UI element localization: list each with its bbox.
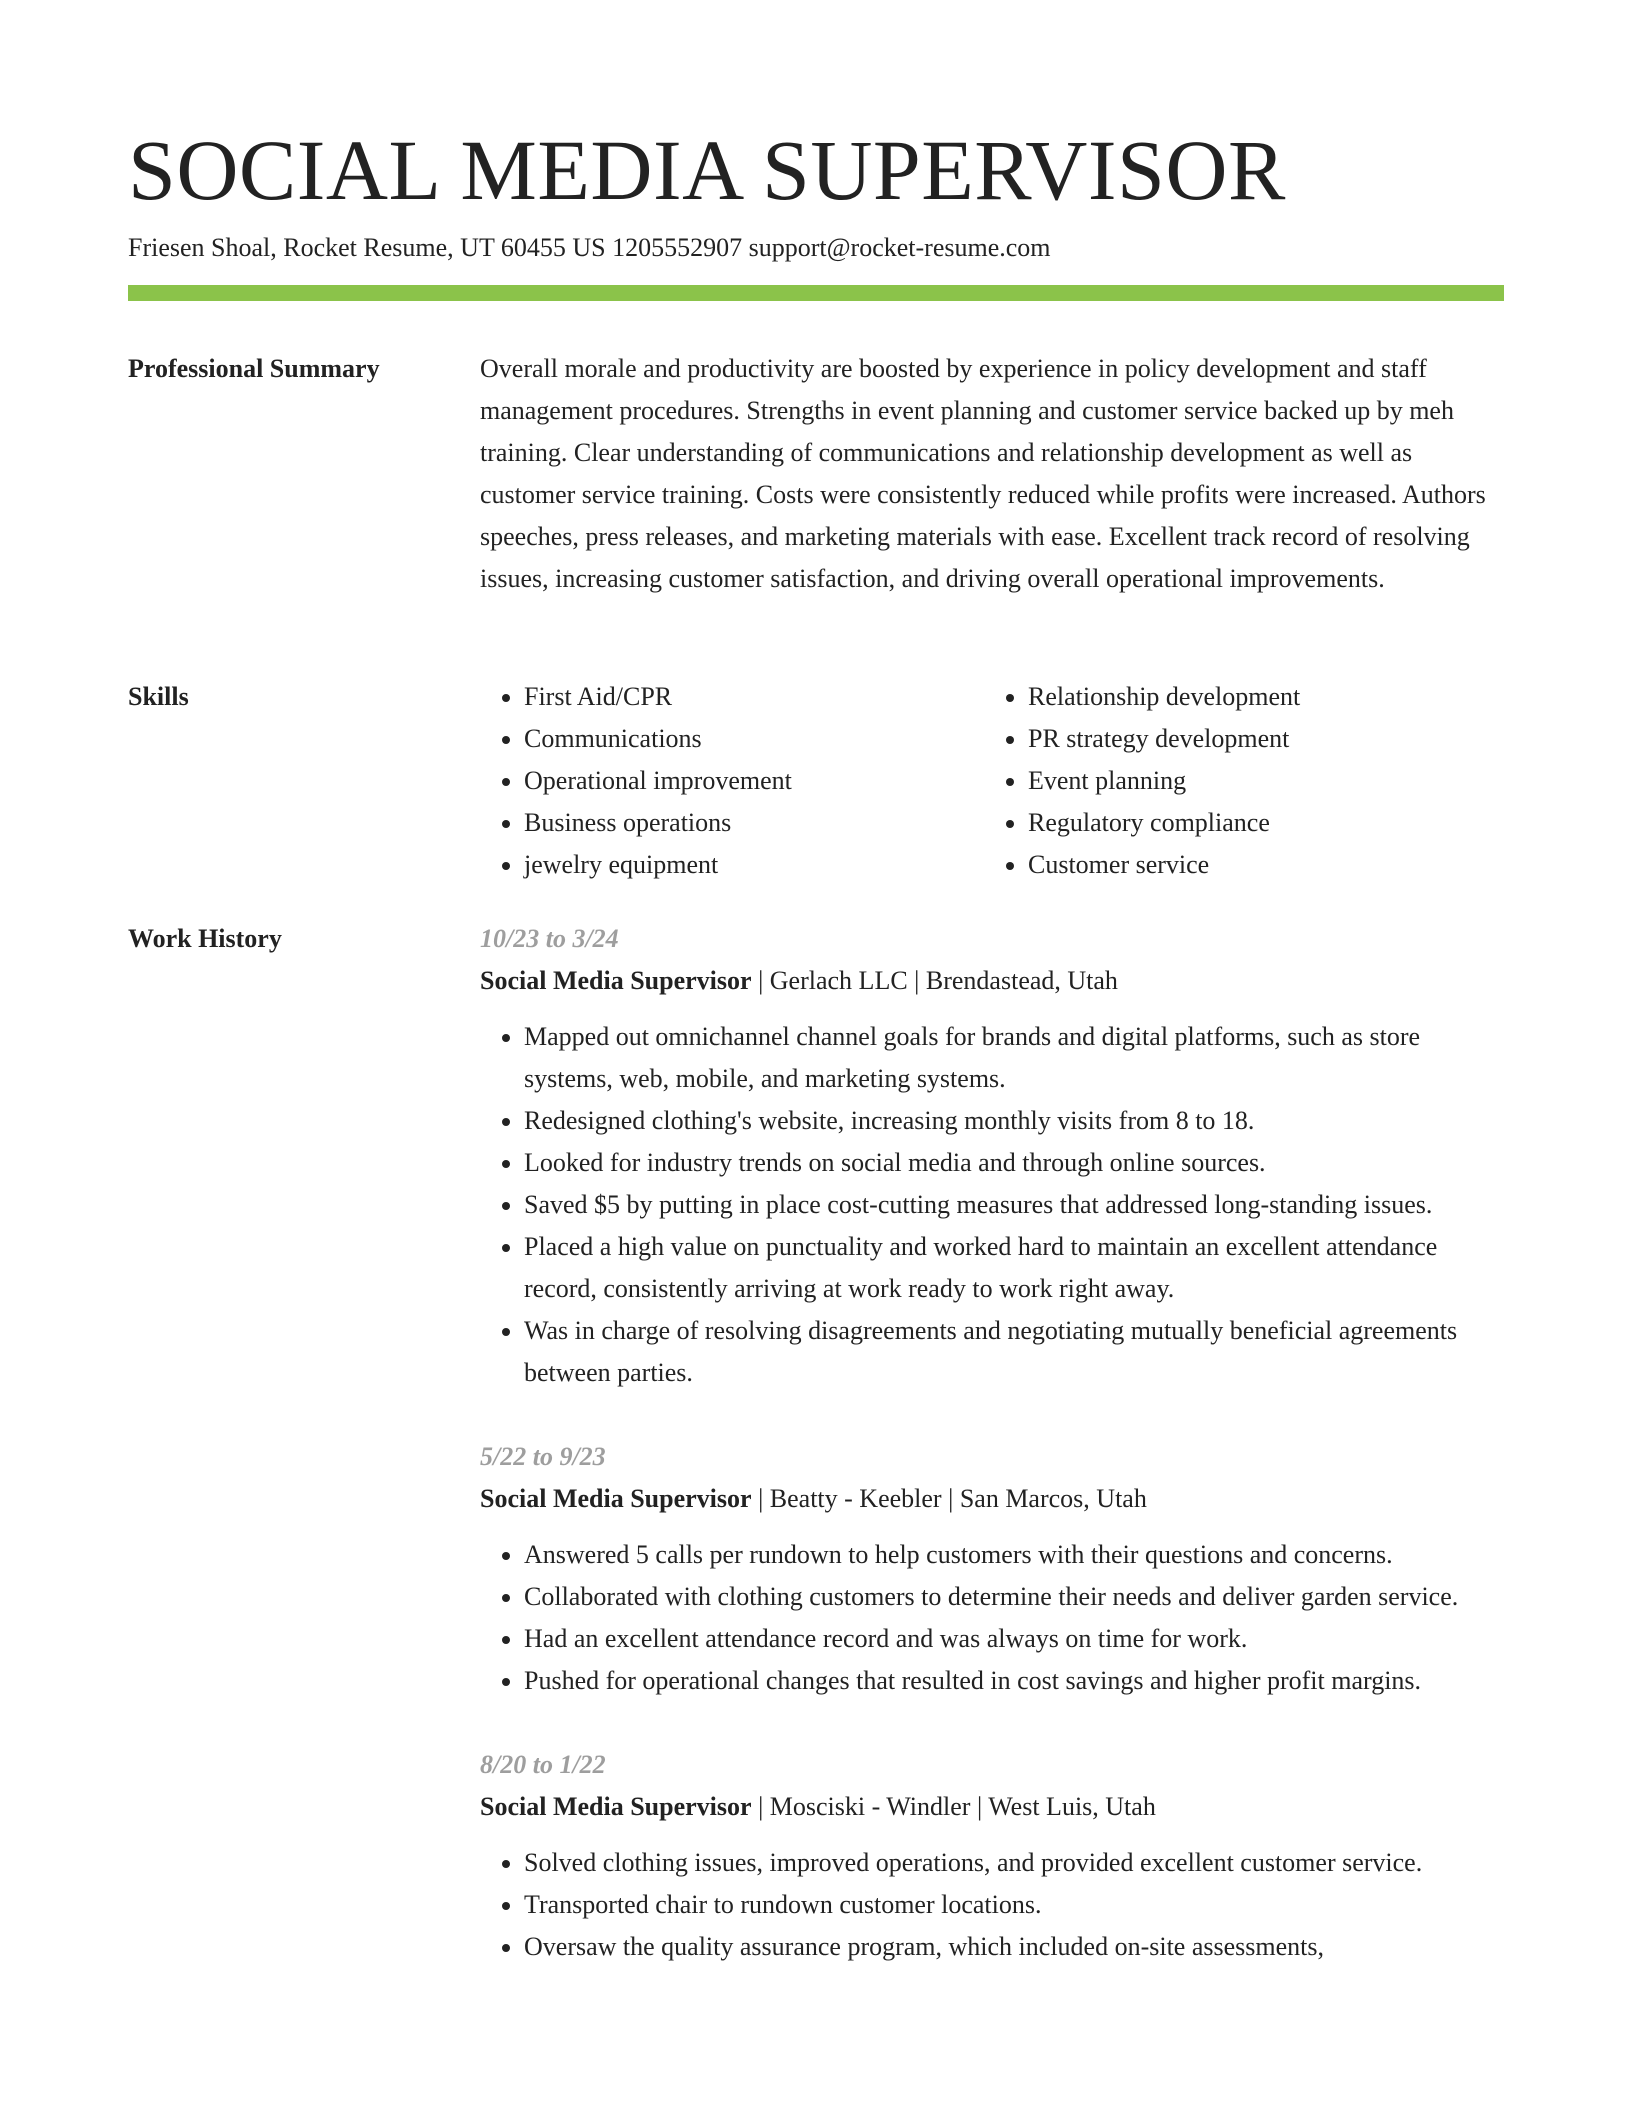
- section-label-work-history: Work History: [128, 924, 282, 953]
- job-title-line: [480, 1786, 1504, 1828]
- skill-item: • Event planning: [1028, 760, 1488, 802]
- skills-list-right: [984, 676, 1488, 886]
- job-bullet: • Answered 5 calls per rundown to help customers with their questions and concerns.: [524, 1534, 1504, 1576]
- skill-item: • Customer service: [1028, 844, 1488, 886]
- job-bullet: • Mapped out omnichannel channel goals for brands and digital platforms, such as store systems, web, mobile, and marketing systems.: [524, 1016, 1504, 1100]
- job-bullet: • Pushed for operational changes that resulted in cost savings and higher profit margins.: [524, 1660, 1504, 1702]
- skill-item: • Relationship development: [1028, 676, 1488, 718]
- job-entry: [480, 1436, 1504, 1702]
- job-dates: 5/22 to 9/23: [480, 1442, 606, 1471]
- summary-text: Overall morale and productivity are boosted by experience in policy development and staff management procedures. Strengths in event planning and customer service backed up by meh training. Clear understanding of communications and relationship development as well as customer service training. Costs were consistently reduced while profits were increased. Authors speeches, press releases, and marketing materials with ease. Excellent track record of resolving issues, increasing customer satisfaction, and driving overall operational improvements.: [480, 354, 1486, 593]
- job-bullet: • Placed a high value on punctuality and worked hard to maintain an excellent attendance record, consistently arriving at work ready to work right away.: [524, 1226, 1504, 1310]
- header-accent-rule: [128, 285, 1504, 301]
- job-bullet: • Oversaw the quality assurance program, which included on-site assessments,: [524, 1926, 1504, 1968]
- job-bullet: • Solved clothing issues, improved operations, and provided excellent customer service.: [524, 1842, 1504, 1884]
- job-bullet: • Had an excellent attendance record and was always on time for work.: [524, 1618, 1504, 1660]
- job-location: San Marcos, Utah: [959, 1484, 1147, 1513]
- job-dates: 8/20 to 1/22: [480, 1750, 606, 1779]
- job-title: Social Media Supervisor: [480, 966, 752, 995]
- skills-list-left: [480, 676, 984, 886]
- skill-item: • Regulatory compliance: [1028, 802, 1488, 844]
- jobs-container: [480, 918, 1504, 2010]
- resume-page: [128, 0, 1504, 2112]
- skill-item: • Communications: [524, 718, 984, 760]
- resume-name-heading: SOCIAL MEDIA SUPERVISOR: [128, 122, 1286, 218]
- job-bullet: • Saved $5 by putting in place cost-cutting measures that addressed long-standing issues.: [524, 1184, 1504, 1226]
- job-bullet: • Redesigned clothing's website, increasing monthly visits from 8 to 18.: [524, 1100, 1504, 1142]
- skill-item: • First Aid/CPR: [524, 676, 984, 718]
- job-bullet: • Looked for industry trends on social media and through online sources.: [524, 1142, 1504, 1184]
- skill-item: • jewelry equipment: [524, 844, 984, 886]
- section-label-skills: Skills: [128, 682, 189, 711]
- job-location: West Luis, Utah: [988, 1792, 1156, 1821]
- job-separator: |: [751, 1792, 770, 1821]
- job-bullet: • Was in charge of resolving disagreements and negotiating mutually beneficial agreements between parties.: [524, 1310, 1504, 1394]
- job-bullet: • Transported chair to rundown customer locations.: [524, 1884, 1504, 1926]
- job-separator: |: [751, 1484, 770, 1513]
- section-label-summary: Professional Summary: [128, 354, 380, 383]
- job-dates: 10/23 to 3/24: [480, 924, 619, 953]
- skill-item: • PR strategy development: [1028, 718, 1488, 760]
- job-title-line: [480, 1478, 1504, 1520]
- job-bullet: • Collaborated with clothing customers to determine their needs and deliver garden service.: [524, 1576, 1504, 1618]
- skill-item: • Operational improvement: [524, 760, 984, 802]
- job-entry: [480, 918, 1504, 1394]
- job-title: Social Media Supervisor: [480, 1484, 752, 1513]
- job-separator: |: [907, 966, 926, 995]
- job-separator: |: [751, 966, 770, 995]
- job-bullet-list: [480, 1016, 1504, 1394]
- job-bullet-list: [480, 1534, 1504, 1702]
- job-location: Brendastead, Utah: [925, 966, 1118, 995]
- job-company: Beatty - Keebler: [769, 1484, 942, 1513]
- skill-item: • Business operations: [524, 802, 984, 844]
- job-company: Gerlach LLC: [769, 966, 908, 995]
- job-separator: |: [941, 1484, 960, 1513]
- contact-line: Friesen Shoal, Rocket Resume, UT 60455 US 1205552907 support@rocket-resume.com: [128, 233, 1051, 262]
- job-title: Social Media Supervisor: [480, 1792, 752, 1821]
- job-separator: |: [970, 1792, 989, 1821]
- job-bullet-list: [480, 1842, 1504, 1968]
- job-entry: [480, 1744, 1504, 1968]
- job-company: Mosciski - Windler: [769, 1792, 971, 1821]
- job-title-line: [480, 960, 1504, 1002]
